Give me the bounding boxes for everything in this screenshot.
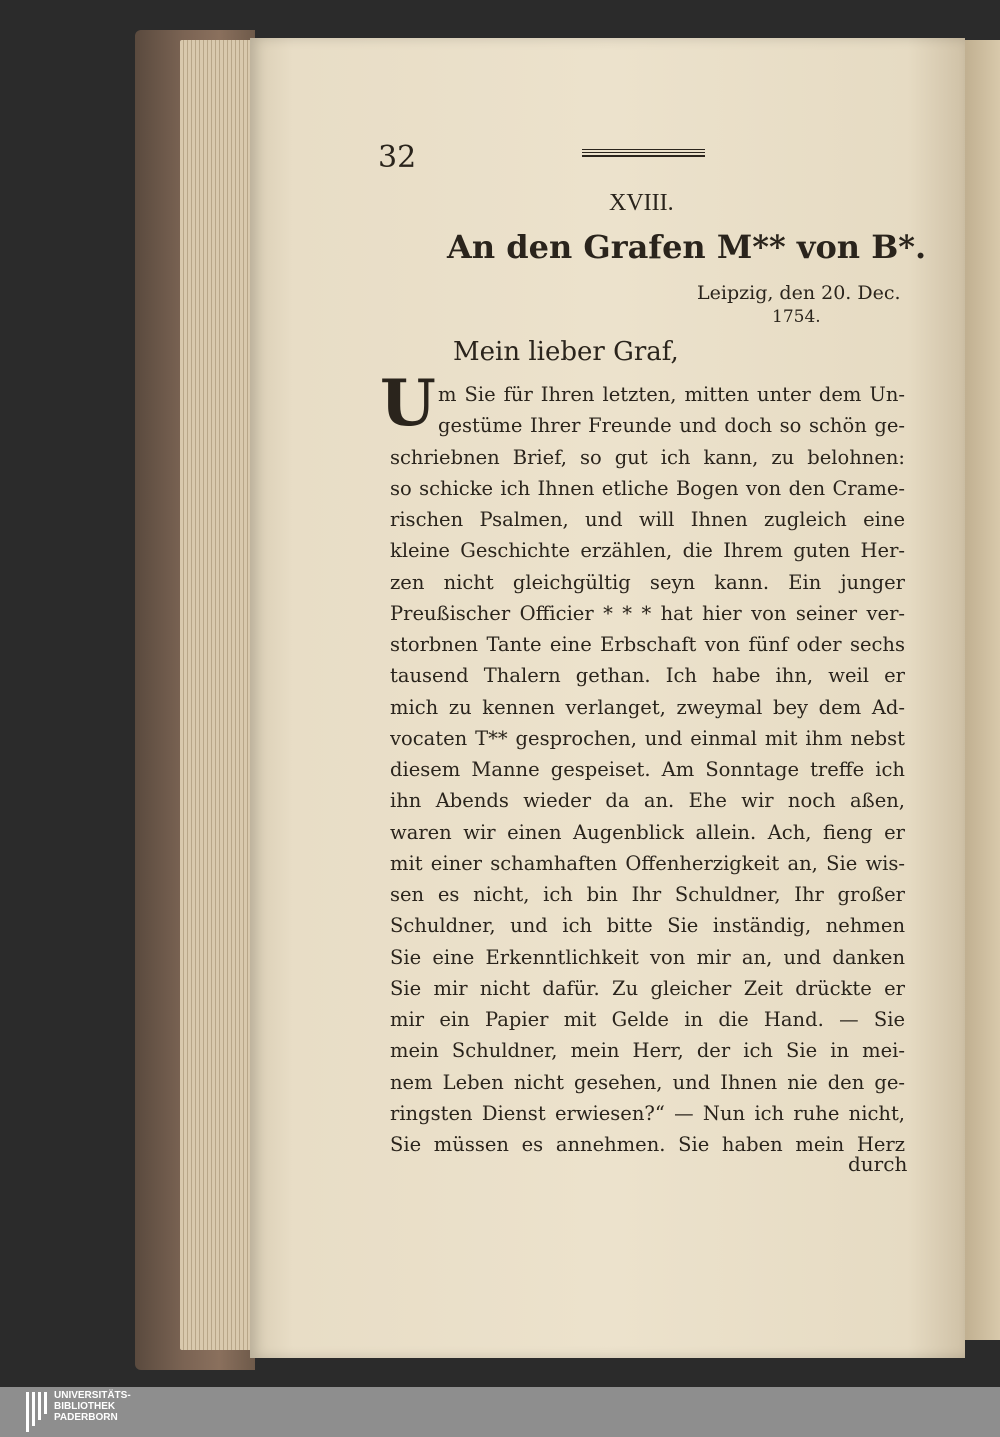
drop-cap: U <box>380 366 436 441</box>
text-line: Schuldner, und ich bitte Sie inständig, nehmen <box>390 914 905 938</box>
text-line: kleine Geschichte erzählen, die Ihrem guten Her- <box>390 539 905 563</box>
text-line: mein Schuldner, mein Herr, der ich Sie in mei- <box>390 1039 905 1063</box>
text-line: Preußischer Officier * * * hat hier von seiner ver- <box>390 601 905 625</box>
library-logo-icon <box>26 1392 48 1432</box>
library-name-line: UNIVERSITÄTS- <box>54 1390 131 1401</box>
page-edges <box>180 40 260 1350</box>
letter-title: An den Grafen M** von B*. <box>447 228 927 266</box>
library-name <box>54 1390 131 1423</box>
library-name-line: BIBLIOTHEK <box>54 1401 116 1412</box>
text-line: mir ein Papier mit Gelde in die Hand. — Sie <box>390 1008 905 1031</box>
text-line: mich zu kennen verlanget, zweymal bey dem Ad- <box>390 695 905 719</box>
text-line: ringsten Dienst erwiesen?“ — Nun ich ruhe nicht, <box>390 1101 905 1125</box>
text-line: gestüme Ihrer Freunde und doch so schön ge- <box>438 414 905 438</box>
letter-number: XVIII. <box>609 190 674 216</box>
text-line: Sie müssen es annehmen. Sie haben mein Herz <box>390 1133 905 1156</box>
library-footer <box>0 1387 1000 1437</box>
text-line: Sie mir nicht dafür. Zu gleicher Zeit drückte er <box>390 976 905 1000</box>
dateline: Leipzig, den 20. Dec. <box>697 282 901 304</box>
text-line: zen nicht gleichgültig seyn kann. Ein junger <box>390 570 905 594</box>
text-line: ihn Abends wieder da an. Ehe wir noch aßen, <box>390 789 905 813</box>
text-line: sen es nicht, ich bin Ihr Schuldner, Ihr großer <box>390 883 905 906</box>
text-line: mit einer schamhaften Offenherzigkeit an, Sie wis- <box>390 851 905 875</box>
text-line: vocaten T** gesprochen, und einmal mit ihm nebst <box>390 726 905 750</box>
library-name-line: PADERBORN <box>54 1412 118 1423</box>
salutation: Mein lieber Graf, <box>453 337 679 367</box>
page-number: 32 <box>378 140 417 175</box>
text-line: diesem Manne gespeiset. Am Sonntage treffe ich <box>390 758 905 781</box>
text-line: m Sie für Ihren letzten, mitten unter dem Un- <box>438 383 905 406</box>
text-line: nem Leben nicht gesehen, und Ihnen nie den ge- <box>390 1070 905 1094</box>
header-rule <box>582 149 705 157</box>
text-line: storbnen Tante eine Erbschaft von fünf oder sechs <box>390 633 905 656</box>
catchword: durch <box>848 1152 908 1176</box>
text-line: Sie eine Erkenntlichkeit von mir an, und danken <box>390 945 905 969</box>
text-line: rischen Psalmen, und will Ihnen zugleich eine <box>390 508 905 531</box>
text-line: schriebnen Brief, so gut ich kann, zu belohnen: <box>390 445 905 469</box>
dateline-year: 1754. <box>772 307 821 327</box>
text-line: so schicke ich Ihnen etliche Bogen von den Crame- <box>390 476 905 500</box>
text-line: tausend Thalern gethan. Ich habe ihn, weil er <box>390 664 905 688</box>
next-page-edge <box>963 40 1000 1340</box>
text-line: waren wir einen Augenblick allein. Ach, fieng er <box>390 820 905 844</box>
